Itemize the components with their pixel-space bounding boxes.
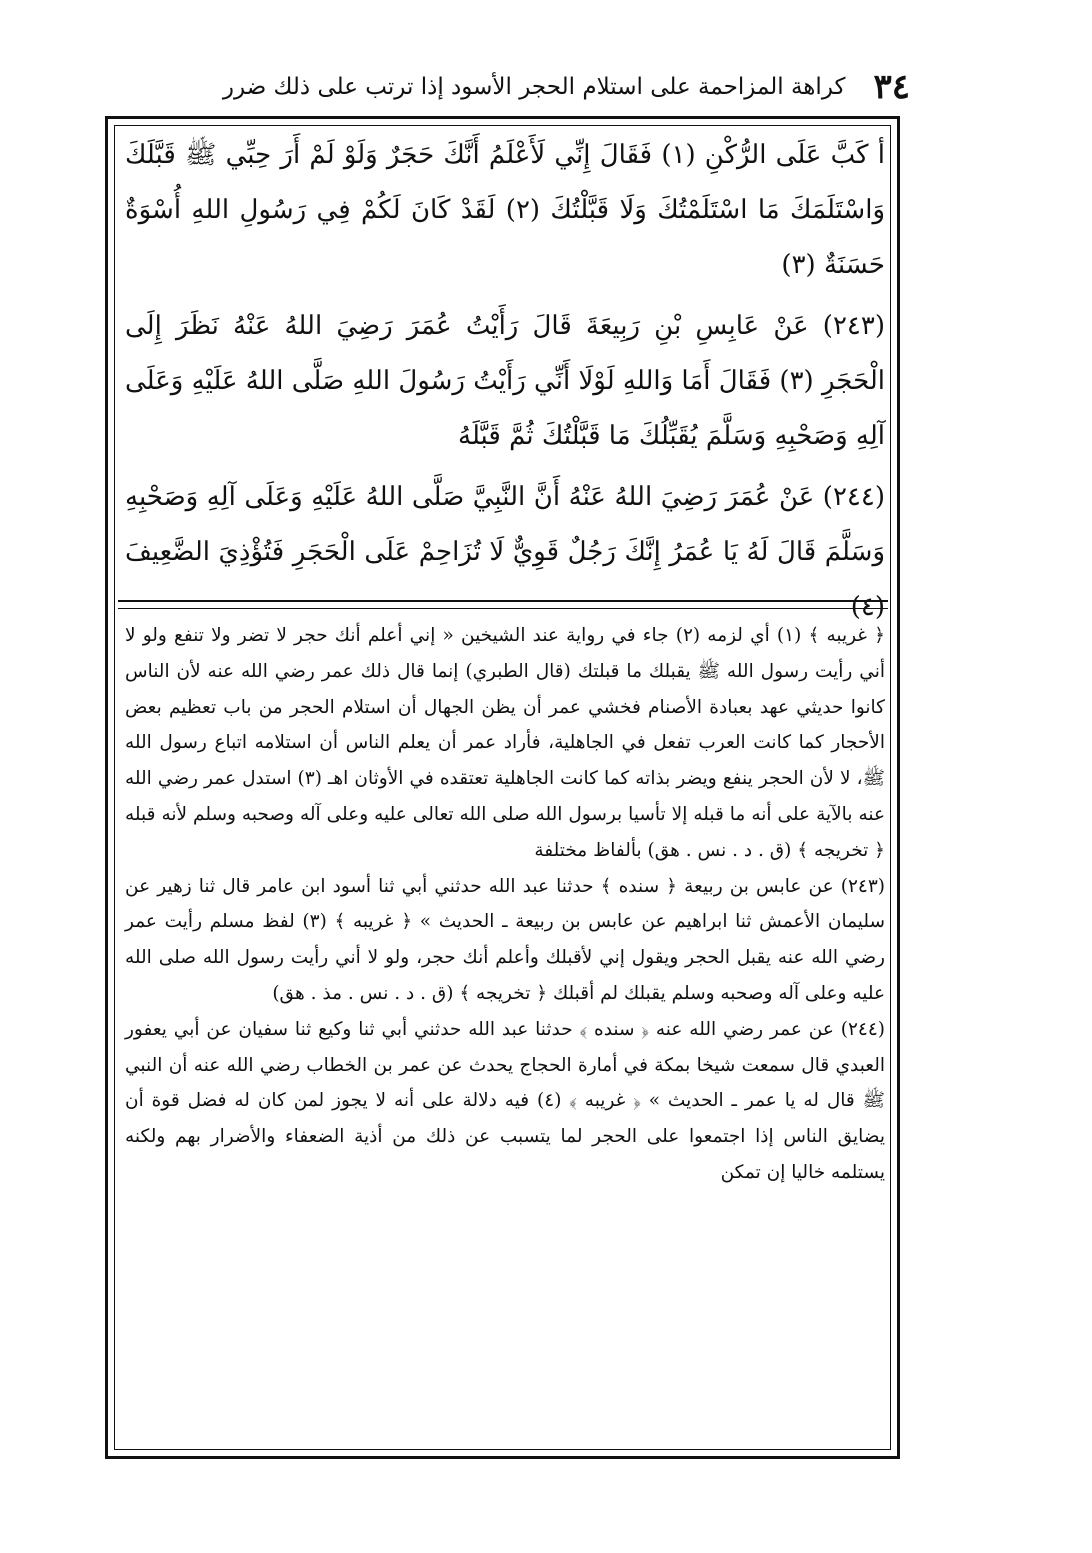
footnote-separator-thin — [118, 608, 888, 609]
hadith-paragraph: (٢٤٣) عَنْ عَابِسِ بْنِ رَبِيعَةَ قَالَ رَأَيْتُ عُمَرَ رَضِيَ اللهُ عَنْهُ نَظَرَ إِلَى الْحَجَرِ (٣) فَقَالَ أَمَا وَاللهِ لَوْلَا أَنِّي رَأَيْتُ رَسُولَ اللهِ صَلَّى اللهُ عَلَيْهِ وَعَلَى آلِهِ وَصَحْبِهِ وَسَلَّمَ يُقَبِّلُكَ مَا قَبَّلْتُكَ ثُمَّ قَبَّلَهُ — [125, 311, 885, 451]
hadith-paragraph: أ كَبَّ عَلَى الرُّكْنِ (١) فَقَالَ إِنِّي لَأَعْلَمُ أَنَّكَ حَجَرٌ وَلَوْ لَمْ أَرَ حِبِّي ﷺ قَبَّلَكَ وَاسْتَلَمَكَ مَا اسْتَلَمْتُكَ وَلَا قَبَّلْتُكَ (٢) لَقَدْ كَانَ لَكُمْ فِي رَسُولِ اللهِ أُسْوَةٌ حَسَنَةٌ (٣) — [125, 140, 885, 280]
footnotes — [125, 618, 885, 1448]
page-number: ٣٤ — [873, 67, 910, 107]
hadith-text — [125, 128, 886, 622]
footnote-block: (٢٤٣) عن عابس بن ربيعة ﴿ سنده ﴾ حدثنا عبد الله حدثني أبي ثنا أسود ابن عامر قال ثنا زهير عن سليمان الأعمش ثنا ابراهيم عن عابس بن ربيعة ـ الحديث » ﴿ غريبه ﴾ (٣) لفظ مسلم رأيت عمر رضي الله عنه يقبل الحجر ويقول إني لأقبلك وأعلم أنك حجر، ولو لا أني رأيت رسول الله صلى الله عليه وعلى آله وصحبه وسلم يقبلك لم أقبلك ﴿ تخريجه ﴾ (ق . د . نس . مذ . هق) — [125, 875, 885, 1004]
footnote-separator — [118, 600, 888, 602]
page-header — [150, 62, 910, 112]
hadith-paragraph: (٢٤٤) عَنْ عُمَرَ رَضِيَ اللهُ عَنْهُ أَنَّ النَّبِيَّ صَلَّى اللهُ عَلَيْهِ وَعَلَى آلِهِ وَصَحْبِهِ وَسَلَّمَ قَالَ لَهُ يَا عُمَرُ إِنَّكَ رَجُلٌ قَوِيٌّ لَا تُزَاحِمْ عَلَى الْحَجَرِ فَتُؤْذِيَ الضَّعِيفَ (٤) — [125, 482, 886, 622]
running-title: كراهة المزاحمة على استلام الحجر الأسود إذا ترتب على ذلك ضرر — [222, 74, 846, 100]
footnote-block: ﴿ غريبه ﴾ (١) أي لزمه (٢) جاء في رواية عند الشيخين « إني أعلم أنك حجر لا تضر ولا تنفع ولو لا أني رأيت رسول الله ﷺ يقبلك ما قبلتك (قال الطبري) إنما قال ذلك عمر رضي الله عنه لأن الناس كانوا حديثي عهد بعبادة الأصنام فخشي عمر أن يظن الجهال أن استلام الحجر من باب تعظيم بعض الأحجار كما كانت العرب تفعل في الجاهلية، فأراد عمر أن يعلم الناس أن استلامه اتباع رسول الله ﷺ، لا لأن الحجر ينفع ويضر بذاته كما كانت الجاهلية تعتقده في الأوثان اهـ (٣) استدل عمر رضي الله عنه بالآية على أنه ما قبله إلا تأسيا برسول الله صلى الله تعالى عليه وعلى آله وصحبه وسلم لأنه قبله ﴿ تخريجه ﴾ (ق . د . نس . هق) بألفاظ مختلفة — [125, 625, 885, 861]
footnote-block: (٢٤٤) عن عمر رضي الله عنه ﴿ سنده ﴾ حدثنا عبد الله حدثني أبي ثنا وكيع ثنا سفيان عن أبي يعفور العبدي قال سمعت شيخا بمكة في أمارة الحجاج يحدث عن عمر بن الخطاب رضي الله عنه أن النبي ﷺ قال له يا عمر ـ الحديث » ﴿ غريبه ﴾ (٤) فيه دلالة على أنه لا يجوز لمن كان له فضل قوة أن يضايق الناس إذا اجتمعوا على الحجر لما يتسبب عن ذلك من أذية الضعفاء والأضرار بهم ولكنه يستلمه خاليا إن تمكن — [125, 1018, 885, 1183]
